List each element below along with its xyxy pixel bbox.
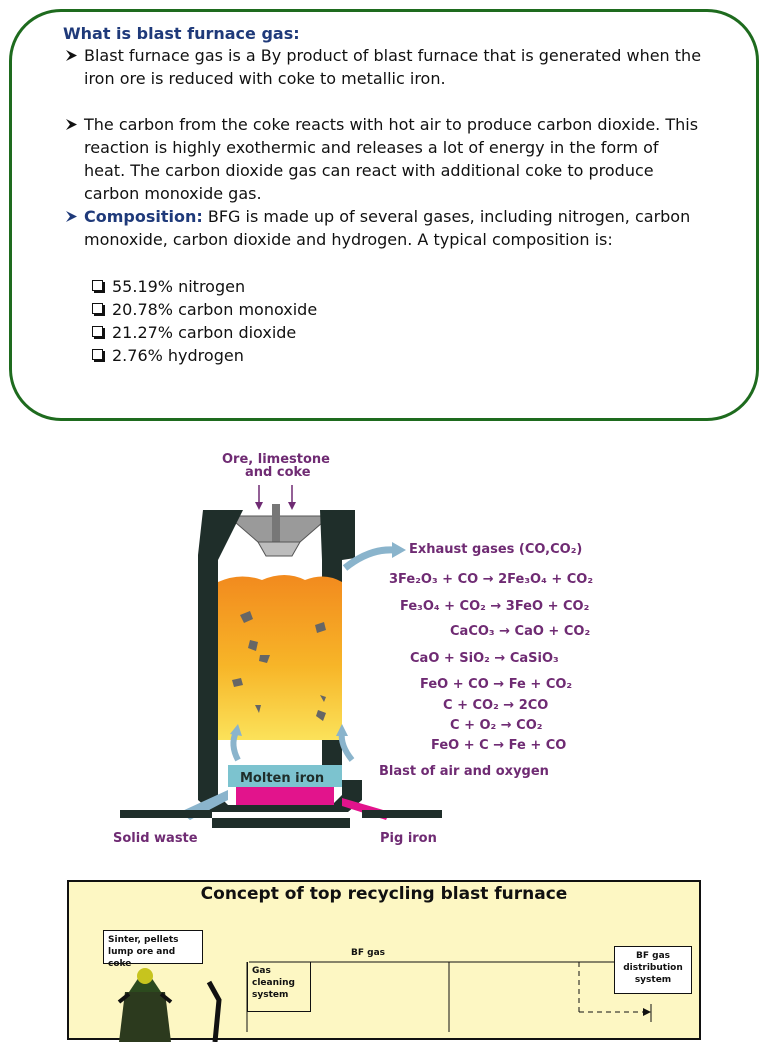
molten-iron-label: Molten iron — [240, 771, 325, 786]
feed-label-line2: and coke — [245, 465, 311, 480]
pig-iron-label: Pig iron — [380, 831, 437, 846]
equation: FeO + C → Fe + CO — [431, 738, 567, 753]
arrow-bullet-icon — [65, 44, 79, 67]
equation: C + O₂ → CO₂ — [450, 718, 543, 733]
feed-box: Sinter, pellets lump ore and coke — [103, 930, 203, 964]
equation: 3Fe₂O₃ + CO → 2Fe₃O₄ + CO₂ — [389, 572, 594, 587]
concept-panel — [67, 880, 701, 1040]
bullet-text: Blast furnace gas is a By product of blast furnace that is generated when the iron ore is reduced with coke to metallic iron. — [84, 46, 702, 88]
bullet-text: The carbon from the coke reacts with hot air to produce carbon dioxide. This reaction is highly exothermic and releases a lot of energy in the form of heat. The carbon dioxide gas can react with additional coke to produce carbon monoxide gas. — [84, 115, 699, 203]
bf-gas-label: BF gas — [351, 948, 386, 958]
blast-furnace-diagram — [0, 440, 768, 860]
checkbox-square-icon — [92, 303, 103, 314]
furnace-illustration — [0, 440, 768, 860]
distribution-box: BF gas distribution system — [614, 946, 692, 994]
equation: C + CO₂ → 2CO — [443, 698, 549, 713]
composition-lead: Composition: — [84, 207, 203, 226]
equation: CaCO₃ → CaO + CO₂ — [450, 624, 591, 639]
checkbox-square-icon — [92, 349, 103, 360]
feed-label: Ore, limestone — [222, 452, 330, 467]
solid-waste-label: Solid waste — [113, 831, 198, 846]
bullet-text — [84, 205, 704, 251]
card-heading: What is blast furnace gas: — [63, 24, 300, 43]
equation: FeO + CO → Fe + CO₂ — [420, 677, 573, 692]
gas-cleaning-box: Gas cleaning system — [247, 962, 311, 1012]
checkbox-square-icon — [92, 326, 103, 337]
exhaust-label: Exhaust gases (CO,CO₂) — [409, 542, 583, 557]
blast-label: Blast of air and oxygen — [379, 764, 549, 779]
equation: CaO + SiO₂ → CaSiO₃ — [410, 651, 559, 666]
composition-text: BFG is made up of several gases, including nitrogen, carbon monoxide, carbon dioxide and hydrogen. A typical composition is: — [84, 207, 691, 249]
concept-title: Concept of top recycling blast furnace — [200, 884, 568, 904]
arrow-bullet-icon — [65, 113, 79, 136]
checkbox-square-icon — [92, 280, 103, 291]
equation: Fe₃O₄ + CO₂ → 3FeO + CO₂ — [400, 599, 590, 614]
arrow-bullet-icon — [65, 205, 79, 228]
